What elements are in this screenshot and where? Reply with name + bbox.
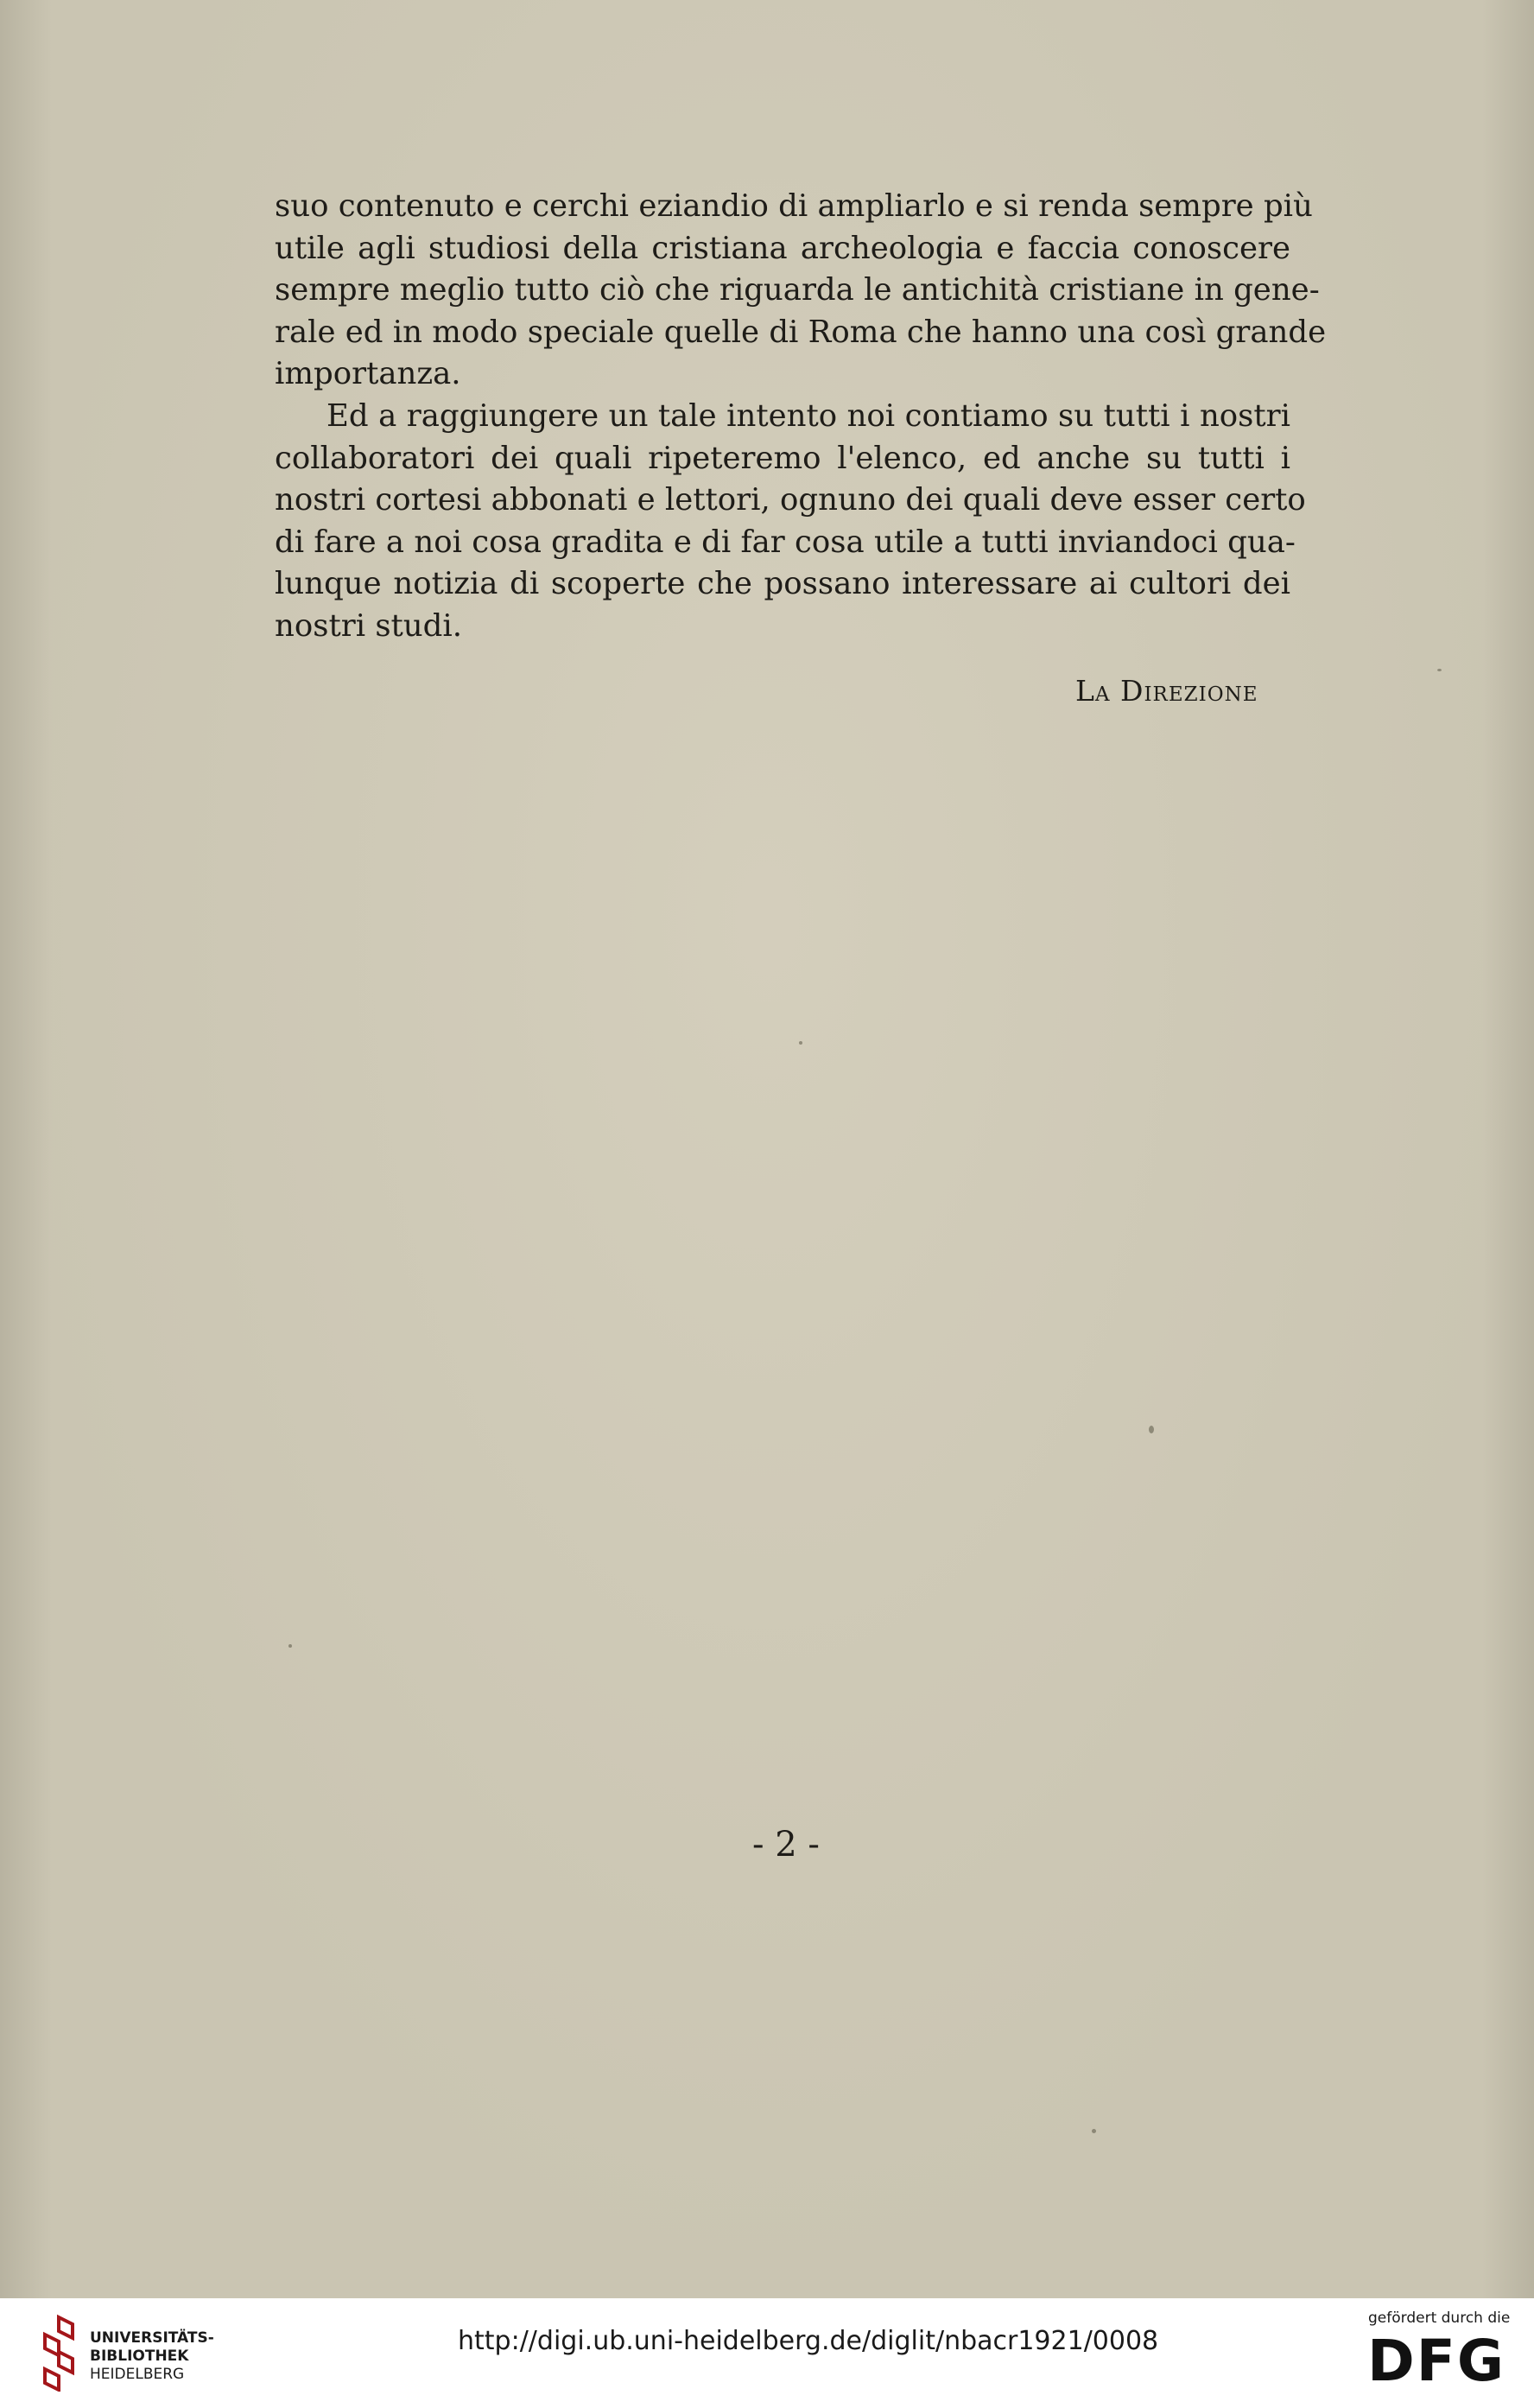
paragraph-1-line-3: sempre meglio tutto ciò che riguarda le antichità cristiane in gene-: [275, 272, 1320, 308]
paragraph-2-line-5: lunque notizia di scoperte che possano interessare ai cultori dei: [275, 566, 1290, 601]
paragraph-1-line-4: rale ed in modo speciale quelle di Roma che hanno una così grande: [275, 314, 1327, 350]
paragraph-2: [275, 396, 1306, 647]
paragraph-2-line-3: nostri cortesi abbonati e lettori, ognuno dei quali deve esser certo: [275, 482, 1306, 518]
funding-label: gefördert durch die: [1368, 2310, 1511, 2327]
source-url-link[interactable]: http://digi.ub.uni-heidelberg.de/diglit/nbacr1921/0008: [458, 2326, 1159, 2356]
dfg-logo-icon: [1366, 2330, 1511, 2386]
paragraph-2-line-6: nostri studi.: [275, 607, 463, 644]
institution-name: [90, 2329, 214, 2384]
paragraph-2-line-2: collaboratori dei quali ripeteremo l'elenco, ed anche su tutti i: [275, 440, 1290, 476]
paper-speck: [799, 1041, 802, 1045]
signature: La Direzione: [1075, 674, 1258, 708]
university-library-logo-icon: [38, 2312, 79, 2392]
paper-speck: [288, 1644, 292, 1648]
institution-name-line-2: BIBLIOTHEK: [90, 2348, 189, 2365]
paper-speck: [1092, 2129, 1096, 2133]
paper-speck: [1437, 669, 1442, 671]
institution-name-line-1: UNIVERSITÄTS-: [90, 2329, 214, 2347]
paragraph-2-line-4: di fare a noi cosa gradita e di far cosa utile a tutti inviandoci qua-: [275, 524, 1296, 560]
paragraph-1-line-1: suo contenuto e cerchi eziandio di ampliarlo e si renda sempre più: [275, 188, 1313, 224]
paragraph-1-line-5: importanza.: [275, 356, 461, 391]
page-number: - 2 -: [752, 1825, 820, 1865]
dfg-logo-text: DFG: [1367, 2330, 1506, 2386]
institution-name-line-3: HEIDELBERG: [90, 2366, 185, 2383]
paper-speck: [1149, 1426, 1154, 1433]
paragraph-1-line-2: utile agli studiosi della cristiana archeologia e faccia conoscere: [275, 230, 1290, 266]
paragraph-1: [275, 186, 1327, 396]
paragraph-2-line-1: Ed a raggiungere un tale intento noi contiamo su tutti i nostri: [326, 398, 1290, 434]
